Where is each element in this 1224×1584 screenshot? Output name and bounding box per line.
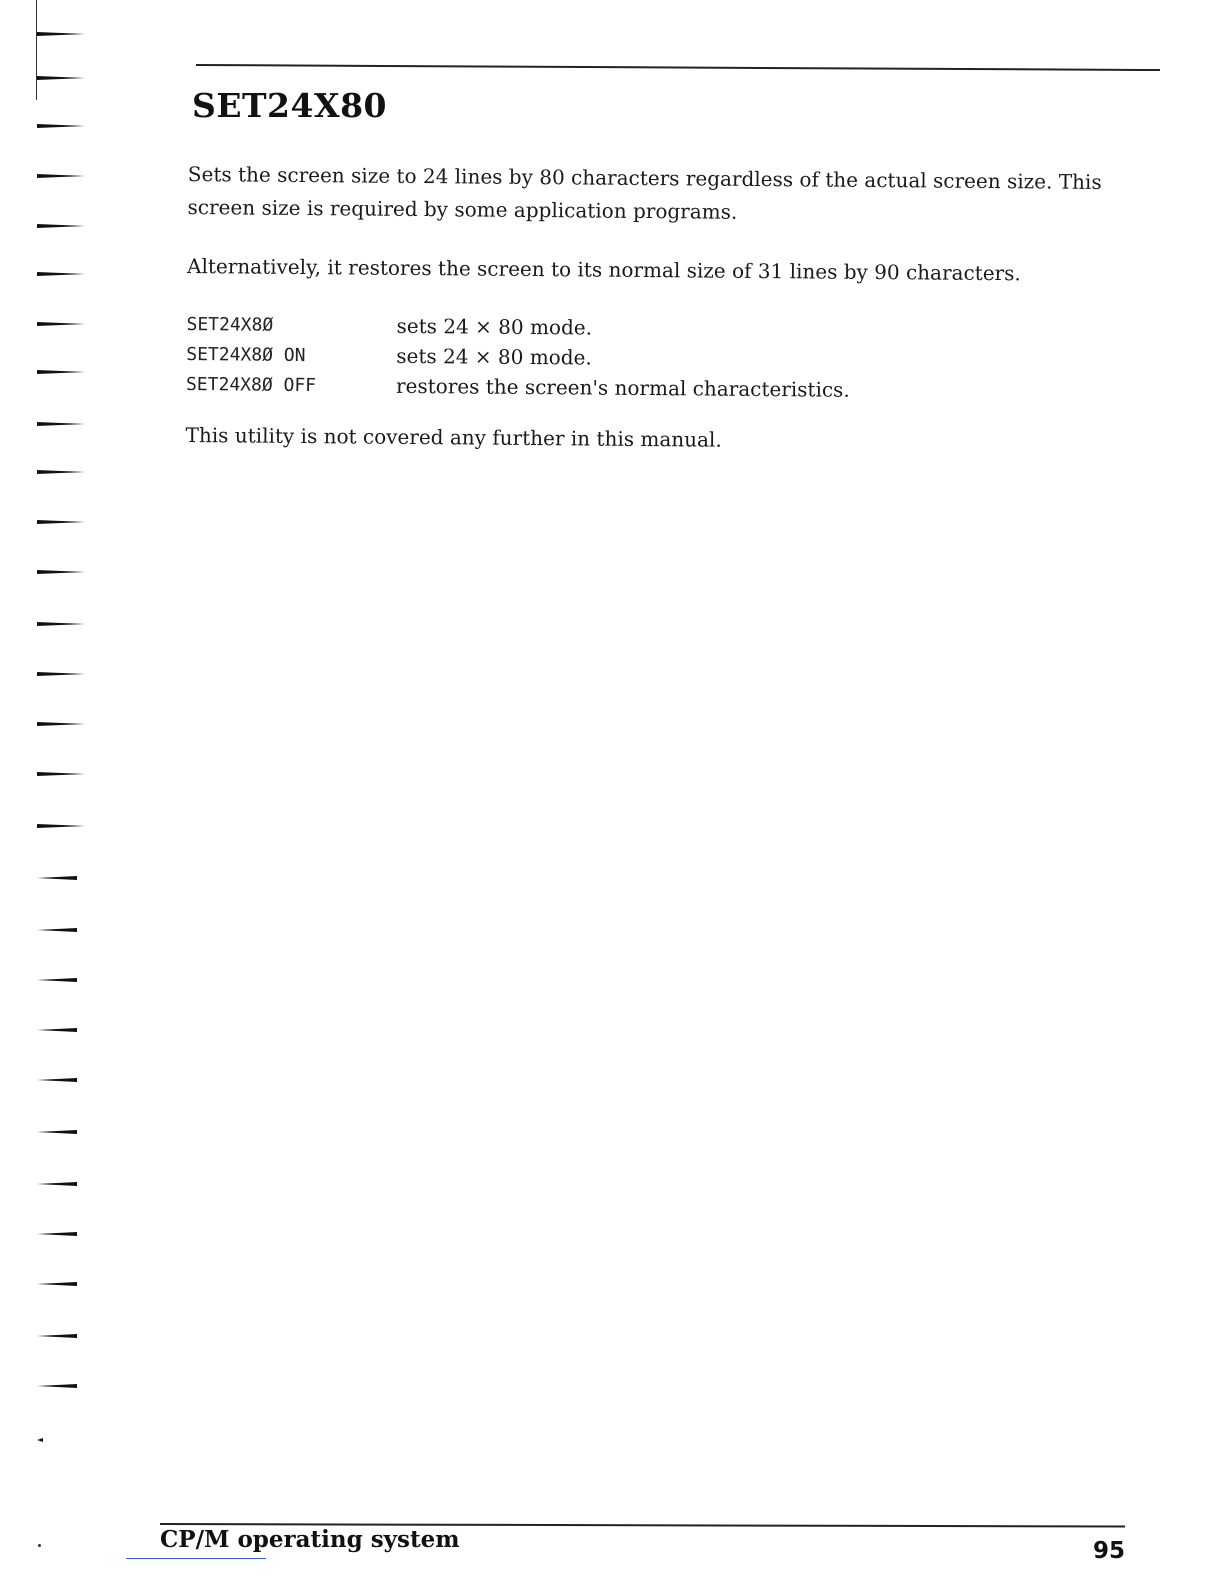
command-description: sets 24 × 80 mode. [396, 343, 592, 370]
main-content [185, 158, 1163, 486]
binding-mark [37, 422, 85, 426]
command-description: restores the screen's normal characteristics. [395, 373, 850, 402]
closing-paragraph: This utility is not covered any further in this manual. [185, 422, 722, 452]
binding-mark [37, 32, 85, 36]
binding-mark [37, 224, 85, 228]
binding-mark [37, 272, 85, 276]
binding-mark [37, 928, 77, 932]
binding-mark [37, 1334, 77, 1338]
command-code: SET24X8Ø [186, 313, 274, 336]
alternative-paragraph: Alternatively, it restores the screen to its normal size of 31 lines by 90 characters. [186, 253, 1021, 286]
binding-mark [37, 1130, 77, 1134]
binding-mark [37, 722, 85, 726]
binding-mark [37, 570, 85, 574]
binding-mark [37, 876, 77, 880]
page-number: 95 [1092, 1538, 1125, 1564]
scan-artifact-dot [38, 1544, 41, 1547]
binding-mark [37, 1232, 77, 1236]
binding-mark [37, 672, 85, 676]
command-code: SET24X8Ø ON [186, 343, 306, 366]
page-title: SET24X80 [192, 86, 387, 125]
binding-mark [37, 978, 77, 982]
binding-mark [37, 1282, 77, 1286]
binding-mark [37, 322, 85, 326]
binding-strip [0, 0, 110, 1584]
command-description: sets 24 × 80 mode. [396, 313, 593, 340]
binding-mark [37, 772, 85, 776]
header-rule [196, 64, 1160, 71]
binding-edge [36, 0, 37, 100]
footer-section-title: CP/M operating system [160, 1526, 460, 1553]
scan-artifact-line [126, 1558, 266, 1559]
binding-mark [37, 1384, 77, 1388]
binding-mark [37, 622, 85, 626]
binding-mark [37, 470, 85, 474]
command-table [186, 309, 1162, 408]
binding-mark [37, 174, 85, 178]
binding-mark [37, 1438, 43, 1442]
binding-mark [37, 824, 85, 828]
binding-mark [37, 370, 85, 374]
binding-mark [37, 124, 85, 128]
binding-mark [37, 1028, 77, 1032]
binding-mark [37, 1182, 77, 1186]
intro-paragraph: Sets the screen size to 24 lines by 80 characters regardless of the actual screen size. This screen size is required by some application programs. [187, 161, 1102, 224]
binding-mark [37, 1078, 77, 1082]
binding-mark [37, 520, 85, 524]
command-code: SET24X8Ø OFF [185, 373, 317, 396]
binding-mark [37, 76, 85, 80]
